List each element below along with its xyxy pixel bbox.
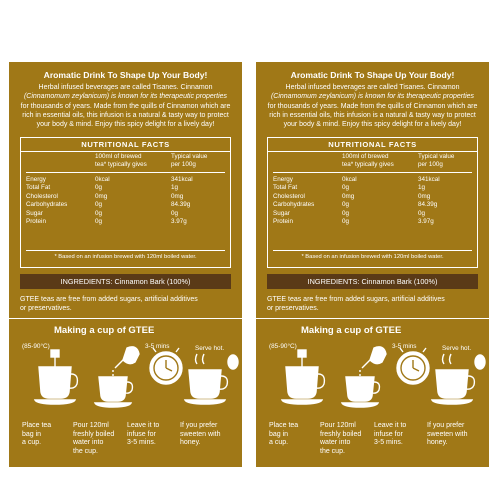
nutrient-value: 341kcal bbox=[418, 176, 440, 183]
nutrient-name: Energy bbox=[273, 176, 293, 183]
nutrient-value: 0kcal bbox=[342, 176, 357, 183]
nutrient-name: Sugar bbox=[273, 209, 290, 217]
note-line: GTEE teas are free from added sugars, artificial additives bbox=[267, 296, 445, 303]
note-line: Do not add milk. Do not boil the tea bag in water. bbox=[265, 467, 416, 474]
nutrient-name: Total Fat bbox=[26, 184, 51, 192]
nutrient-value: 84.39g bbox=[418, 201, 438, 209]
nutrient-value: 3.97g bbox=[418, 218, 434, 225]
nutrition-title: NUTRITIONAL FACTS bbox=[21, 138, 230, 152]
label-panel-right bbox=[256, 62, 489, 483]
usage-storage-notes bbox=[265, 467, 485, 484]
nutrient-value: 0mg bbox=[95, 192, 108, 200]
step-line: the cup. bbox=[320, 447, 345, 455]
nutrient-value: 0g bbox=[95, 209, 103, 217]
nutrient-name: Cholesterol bbox=[26, 192, 58, 200]
timer-clock-icon bbox=[397, 348, 429, 384]
step-line: Place tea bbox=[22, 422, 52, 429]
kettle-pouring-icon bbox=[95, 347, 139, 407]
note-line: GTEE teas are free from added sugars, artificial additives bbox=[20, 296, 198, 303]
step-line: sweeten with bbox=[180, 430, 221, 438]
nutrient-value: 0mg bbox=[418, 192, 431, 200]
col-header-line: tea* typically gives bbox=[95, 160, 147, 168]
cup-with-honey-icon bbox=[432, 354, 485, 404]
step-line: the cup. bbox=[73, 447, 98, 455]
step-sweeten bbox=[180, 422, 220, 448]
step-line: Leave it to bbox=[127, 422, 160, 429]
nutrient-value: 3.97g bbox=[171, 218, 187, 225]
col-header-line: tea* typically gives bbox=[342, 160, 394, 168]
note-line: Enjoy twice a day. STORAGE: Preserve in a cool and dry place. bbox=[265, 475, 459, 483]
note-line: Do not add milk. Do not boil the tea bag in water. bbox=[18, 467, 169, 474]
step-line: bag in bbox=[22, 430, 42, 438]
temperature-label: (85-90°C) bbox=[269, 343, 297, 350]
col-header-line: 100ml of brewed bbox=[342, 153, 389, 160]
nutrition-footnote: * Based on an infusion brewed with 120ml boiled water. bbox=[54, 254, 197, 260]
intro-line: your body & mind. Enjoy this spicy delight for a lively day! bbox=[283, 121, 462, 129]
note-line: or preservatives. bbox=[20, 305, 72, 313]
step-line: 3-5 mins. bbox=[127, 439, 156, 447]
intro-line: your body & mind. Enjoy this spicy delight for a lively day! bbox=[36, 121, 215, 129]
col-header-line: Typical value bbox=[418, 153, 455, 160]
intro-line: for thousands of years. Made from the quills of Cinnamon which are bbox=[267, 102, 478, 110]
nutrient-value: 0g bbox=[342, 209, 350, 217]
label-panel-left bbox=[9, 62, 242, 483]
note-line: Enjoy twice a day. STORAGE: Preserve in a cool and dry place. bbox=[18, 475, 212, 483]
infuse-time-label: 3-5 mins bbox=[392, 343, 417, 350]
intro-line: Herbal infused beverages are called Tisanes. Cinnamon bbox=[38, 84, 213, 91]
nutrient-name: Protein bbox=[273, 218, 293, 225]
step-line: water into bbox=[73, 439, 104, 447]
nutrient-value: 0g bbox=[418, 209, 426, 217]
step-line: a cup. bbox=[22, 439, 42, 447]
step-line: a cup. bbox=[269, 439, 289, 447]
panel-heading: Aromatic Drink To Shape Up Your Body! bbox=[43, 70, 208, 80]
nutrition-footnote: * Based on an infusion brewed with 120ml boiled water. bbox=[301, 254, 444, 260]
col-header-line: Typical value bbox=[171, 153, 208, 160]
nutrient-value: 0mg bbox=[171, 192, 184, 200]
intro-line: for thousands of years. Made from the quills of Cinnamon which are bbox=[20, 102, 231, 110]
col-header-line: per 100g bbox=[171, 160, 196, 168]
step-line: If you prefer bbox=[180, 422, 218, 429]
step-line: sweeten with bbox=[427, 430, 468, 438]
col-header-line: per 100g bbox=[418, 160, 443, 168]
cup-with-teabag-icon bbox=[35, 350, 77, 404]
usage-storage-notes bbox=[18, 467, 238, 484]
step-line: water into bbox=[320, 439, 351, 447]
step-line: honey. bbox=[180, 439, 201, 447]
nutrient-value: 0kcal bbox=[95, 176, 110, 183]
kettle-pouring-icon bbox=[342, 347, 386, 407]
step-line: freshly boiled bbox=[73, 430, 115, 438]
intro-line: (Cinnamomum zeylanicum) is known for its therapeutic properties bbox=[270, 93, 475, 101]
intro-line: Herbal infused beverages are called Tisanes. Cinnamon bbox=[285, 84, 460, 91]
step-line: Pour 120ml bbox=[73, 422, 109, 429]
nutrient-value: 1g bbox=[171, 184, 179, 192]
nutrient-name: Protein bbox=[26, 218, 46, 225]
step-infuse bbox=[374, 422, 406, 448]
nutrient-value: 0g bbox=[95, 184, 103, 192]
temperature-label: (85-90°C) bbox=[22, 343, 50, 350]
panel-heading: Aromatic Drink To Shape Up Your Body! bbox=[290, 70, 455, 80]
step-line: Pour 120ml bbox=[320, 422, 356, 429]
ingredients-bar: INGREDIENTS: Cinnamon Bark (100%) bbox=[267, 274, 478, 289]
step-pour-water bbox=[73, 422, 114, 456]
step-sweeten bbox=[427, 422, 467, 448]
serve-hot-label: Serve hot. bbox=[442, 345, 472, 352]
cup-with-teabag-icon bbox=[282, 350, 324, 404]
brewing-steps-illustration bbox=[9, 62, 242, 422]
nutrient-name: Cholesterol bbox=[273, 192, 305, 200]
ingredients-bar: INGREDIENTS: Cinnamon Bark (100%) bbox=[20, 274, 231, 289]
step-line: freshly boiled bbox=[320, 430, 362, 438]
step-line: infuse for bbox=[127, 430, 156, 438]
timer-clock-icon bbox=[150, 348, 182, 384]
step-line: Place tea bbox=[269, 422, 299, 429]
nutrient-name: Carbohydrates bbox=[26, 201, 68, 209]
step-place-teabag bbox=[269, 422, 298, 448]
nutrient-value: 84.39g bbox=[171, 201, 191, 209]
col-header-line: 100ml of brewed bbox=[95, 153, 142, 160]
nutrient-value: 0g bbox=[342, 218, 350, 225]
intro-line: rich in essential oils, this infusion is a natural & tasty way to protect bbox=[22, 111, 229, 119]
intro-line: rich in essential oils, this infusion is a natural & tasty way to protect bbox=[269, 111, 476, 119]
step-infuse bbox=[127, 422, 159, 448]
step-line: honey. bbox=[427, 439, 448, 447]
nutrient-value: 1g bbox=[418, 184, 426, 192]
brewing-steps-illustration bbox=[256, 62, 489, 422]
nutrient-name: Total Fat bbox=[273, 184, 298, 192]
intro-line: (Cinnamomum zeylanicum) is known for its therapeutic properties bbox=[23, 93, 228, 101]
nutrient-value: 0g bbox=[342, 201, 350, 209]
step-line: If you prefer bbox=[427, 422, 465, 429]
nutrient-value: 0g bbox=[171, 209, 179, 217]
infuse-time-label: 3-5 mins bbox=[145, 343, 170, 350]
nutrient-name: Sugar bbox=[26, 209, 43, 217]
step-line: bag in bbox=[269, 430, 289, 438]
nutrient-name: Energy bbox=[26, 176, 46, 183]
cup-with-honey-icon bbox=[185, 354, 238, 404]
nutrient-value: 0mg bbox=[342, 192, 355, 200]
nutrient-value: 341kcal bbox=[171, 176, 193, 183]
serve-hot-label: Serve hot. bbox=[195, 345, 225, 352]
making-title: Making a cup of GTEE bbox=[54, 325, 155, 336]
note-line: or preservatives. bbox=[267, 305, 319, 313]
step-line: Leave it to bbox=[374, 422, 407, 429]
step-pour-water bbox=[320, 422, 361, 456]
nutrient-value: 0g bbox=[95, 218, 103, 225]
nutrient-value: 0g bbox=[95, 201, 103, 209]
making-title: Making a cup of GTEE bbox=[301, 325, 402, 336]
nutrient-name: Carbohydrates bbox=[273, 201, 315, 209]
nutrition-title: NUTRITIONAL FACTS bbox=[268, 138, 477, 152]
nutrient-value: 0g bbox=[342, 184, 350, 192]
step-line: infuse for bbox=[374, 430, 403, 438]
step-line: 3-5 mins. bbox=[374, 439, 403, 447]
step-place-teabag bbox=[22, 422, 51, 448]
